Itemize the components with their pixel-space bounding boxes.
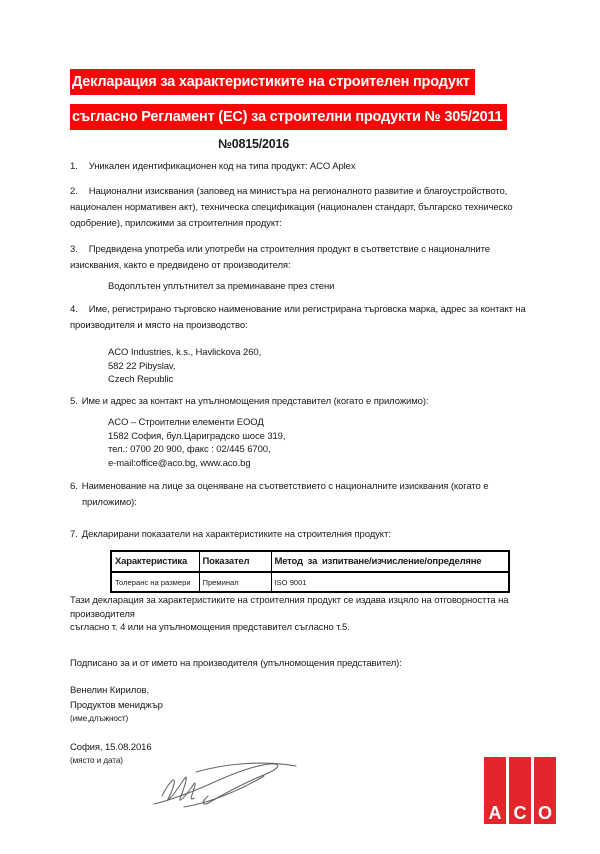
handwritten-signature (148, 752, 313, 816)
address-line: 1582 София, бул.Цариградско шосе 319, (108, 430, 286, 442)
item-text: Декларирани показатели на характеристиките на строителния продукт: (81, 529, 391, 540)
document-number: №0815/2016 (218, 137, 290, 151)
logo-letter: O (537, 803, 552, 823)
signer-name: Венелин Кирилов, (70, 685, 150, 696)
item-text: Име и адрес за контакт на упълномощения представител (когато е приложимо): (81, 396, 429, 407)
signed-for-label: Подписано за и от името на производителя (упълномощения представител): (70, 658, 402, 669)
column-header-performance: Показател (199, 551, 271, 572)
cell-performance: Преминал (199, 572, 271, 592)
logo-letter: A (488, 803, 502, 823)
list-item-6 (70, 479, 544, 511)
place-date-note: (място и дата) (70, 756, 123, 765)
aco-logo (484, 757, 556, 824)
place-and-date: София, 15.08.2016 (70, 742, 152, 753)
cell-method: ISO 9001 (271, 572, 509, 592)
list-item-2 (70, 184, 532, 232)
address-line: e-mail:office@aco.bg, www.aco.bg (108, 457, 251, 469)
name-position-note: (име,длъжност) (70, 714, 129, 723)
responsibility-statement (70, 594, 532, 635)
item-number: 4. (70, 304, 78, 315)
item-text: Наименование на лице за оценяване на съответствието с националните изисквания (когато е приложимо): (81, 481, 489, 508)
address-line: 582 22 Pibyslav, (108, 360, 176, 372)
intended-use-value: Водоплътен уплътнител за преминаване през стени (108, 281, 335, 292)
list-item-5 (70, 394, 532, 410)
document-title-line1: Декларация за характеристиките на строителен продукт (70, 69, 475, 95)
item-text: Предвидена употреба или употреби на строителния продукт в съответствие с националните изисквания, както е предвидено от производителя: (70, 244, 490, 271)
document-title-line2: съгласно Регламент (ЕС) за строителни продукти № 305/2011 (70, 104, 507, 130)
address-line: Czech Republic (108, 374, 174, 385)
address-line: ACO Industries, k.s., Havlickova 260, (108, 347, 262, 358)
manufacturer-address (108, 346, 528, 387)
statement-line: Тази декларация за характеристиките на строителния продукт се издава изцяло на отговорността на производителя (70, 595, 509, 620)
list-item-3 (70, 242, 532, 274)
list-item-1 (70, 159, 532, 175)
statement-line: съгласно т. 4 или на упълномощения представител съгласно т.5. (70, 622, 350, 633)
item-number: 1. (70, 161, 78, 172)
representative-address (108, 416, 528, 470)
aco-logo-bar-o (534, 757, 556, 824)
item-number: 7. (70, 529, 78, 540)
item-text: Уникален идентификационен код на типа продукт: ACO Aplex (88, 161, 356, 172)
column-header-characteristic: Характеристика (111, 551, 199, 572)
item-number: 6. (70, 481, 78, 492)
address-line: ACO – Строителни елементи ЕООД (108, 417, 264, 428)
list-item-4 (70, 302, 532, 334)
item-number: 2. (70, 186, 78, 197)
aco-logo-bar-a (484, 757, 506, 824)
address-line: тел.: 0700 20 900, факс : 02/445 6700, (108, 444, 271, 455)
cell-characteristic: Толеранс на размери (111, 572, 199, 592)
signer-position: Продуктов мениджър (70, 700, 163, 711)
table-header-row (111, 551, 509, 572)
item-text: Национални изисквания (заповед на министъра на регионалното развитие и благоустройството, национален нормативен акт), техническа спецификация (национален стандарт, българско техническо одобрение), приложими за строителния продукт: (70, 186, 513, 229)
column-header-method: Метод за изпитване/изчисление/определяне (271, 551, 509, 572)
aco-logo-bar-c (509, 757, 531, 824)
item-text: Име, регистрирано търговско наименование или регистрирана търговска марка, адрес за контакт на производителя и място на производство: (70, 304, 526, 331)
item-number: 3. (70, 244, 78, 255)
list-item-7 (70, 527, 532, 543)
item-number: 5. (70, 396, 78, 407)
logo-letter: C (513, 803, 527, 823)
declared-performance-table (110, 550, 510, 593)
table-row (111, 572, 509, 592)
